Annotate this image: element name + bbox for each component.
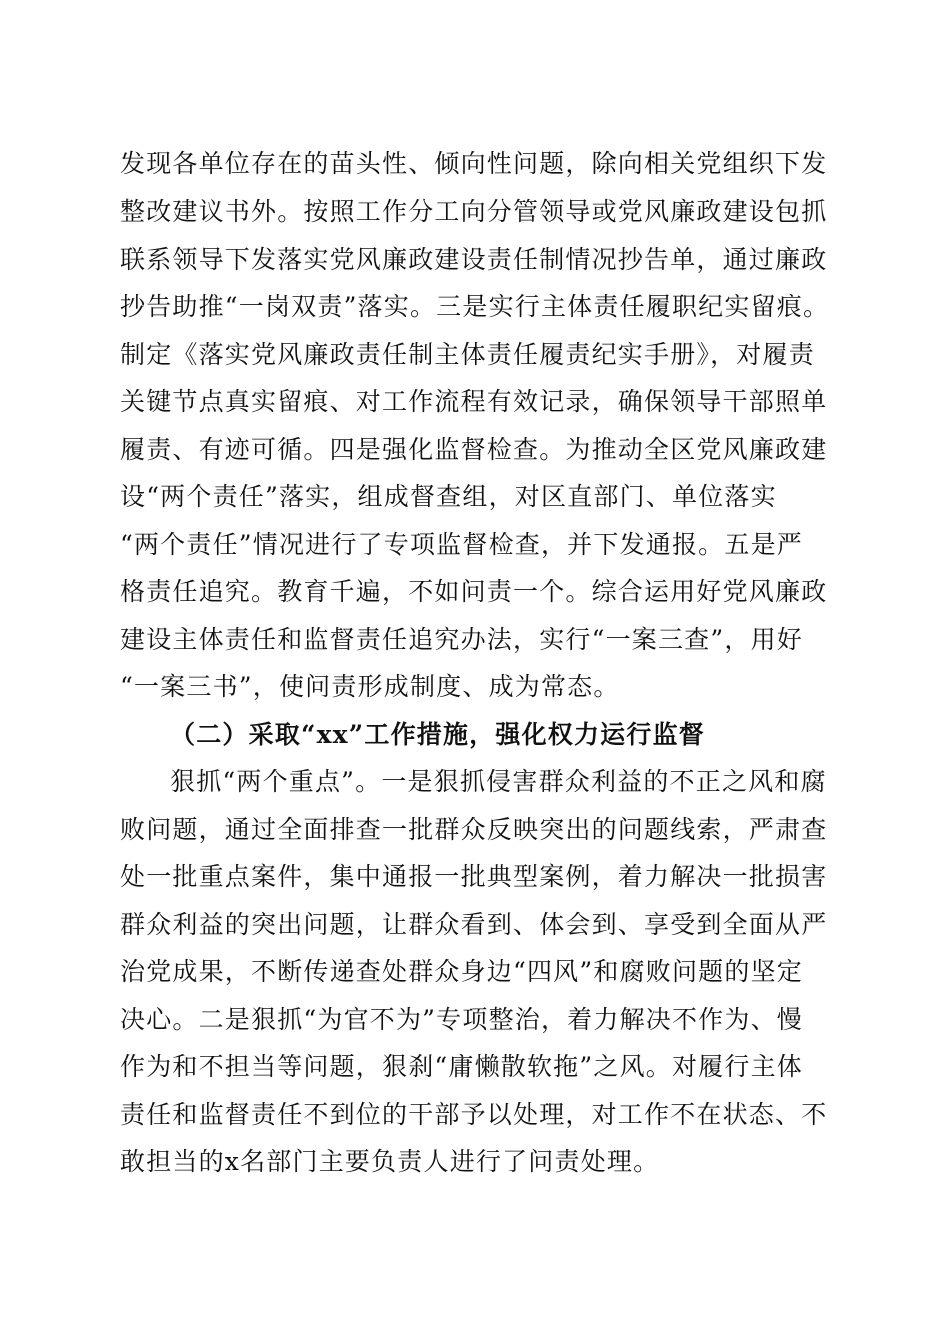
body-text-line: 作为和不担当等问题，狠刹“庸懒散软拖”之风。对履行主体 bbox=[120, 1052, 803, 1081]
body-text-line: 败问题，通过全面排查一批群众反映突出的问题线索，严肃查 bbox=[120, 815, 828, 844]
section-heading: （二）采取“xx”工作措施，强化权力运行监督 bbox=[170, 720, 705, 749]
body-text-line: “两个责任”情况进行了专项监督检查，并下发通报。五是严 bbox=[120, 530, 803, 559]
body-text-line: 抄告助推“一岗双责”落实。三是实行主体责任履职纪实留痕。 bbox=[120, 292, 830, 321]
body-text-line: 建设主体责任和监督责任追究办法，实行“一案三查”，用好 bbox=[120, 625, 803, 654]
body-text-line: 设“两个责任”落实，组成督查组，对区直部门、单位落实 bbox=[120, 482, 777, 511]
body-text-line: 关键节点真实留痕、对工作流程有效记录，确保领导干部照单 bbox=[120, 387, 828, 416]
body-text-line: 处一批重点案件，集中通报一批典型案例，着力解决一批损害 bbox=[120, 862, 828, 891]
body-text-line: “一案三书”，使问责形成制度、成为常态。 bbox=[120, 672, 620, 701]
body-text-line: 联系领导下发落实党风廉政建设责任制情况抄告单，通过廉政 bbox=[120, 245, 828, 274]
body-text-line: 治党成果，不断传递查处群众身边“四风”和腐败问题的坚定 bbox=[120, 957, 803, 986]
body-text-line: 群众利益的突出问题，让群众看到、体会到、享受到全面从严 bbox=[120, 910, 828, 939]
body-text-line: 发现各单位存在的苗头性、倾向性问题，除向相关党组织下发 bbox=[120, 149, 828, 178]
body-text-line: 整改建议书外。按照工作分工向分管领导或党风廉政建设包抓 bbox=[120, 197, 828, 226]
body-text-line: 责任和监督责任不到位的干部予以处理，对工作不在状态、不 bbox=[120, 1100, 828, 1129]
body-text-line: 格责任追究。教育千遍，不如问责一个。综合运用好党风廉政 bbox=[120, 577, 828, 606]
body-text-line: 制定《落实党风廉政责任制主体责任履责纪实手册》，对履责 bbox=[120, 340, 815, 369]
body-text-line: 决心。二是狠抓“为官不为”专项整治，着力解决不作为、慢 bbox=[120, 1005, 803, 1034]
body-text-line: 履责、有迹可循。四是强化监督检查。为推动全区党风廉政建 bbox=[120, 435, 828, 464]
body-text-line: 敢担当的x名部门主要负责人进行了问责处理。 bbox=[120, 1147, 660, 1176]
body-text-line: 狠抓“两个重点”。一是狠抓侵害群众利益的不正之风和腐 bbox=[170, 767, 827, 796]
